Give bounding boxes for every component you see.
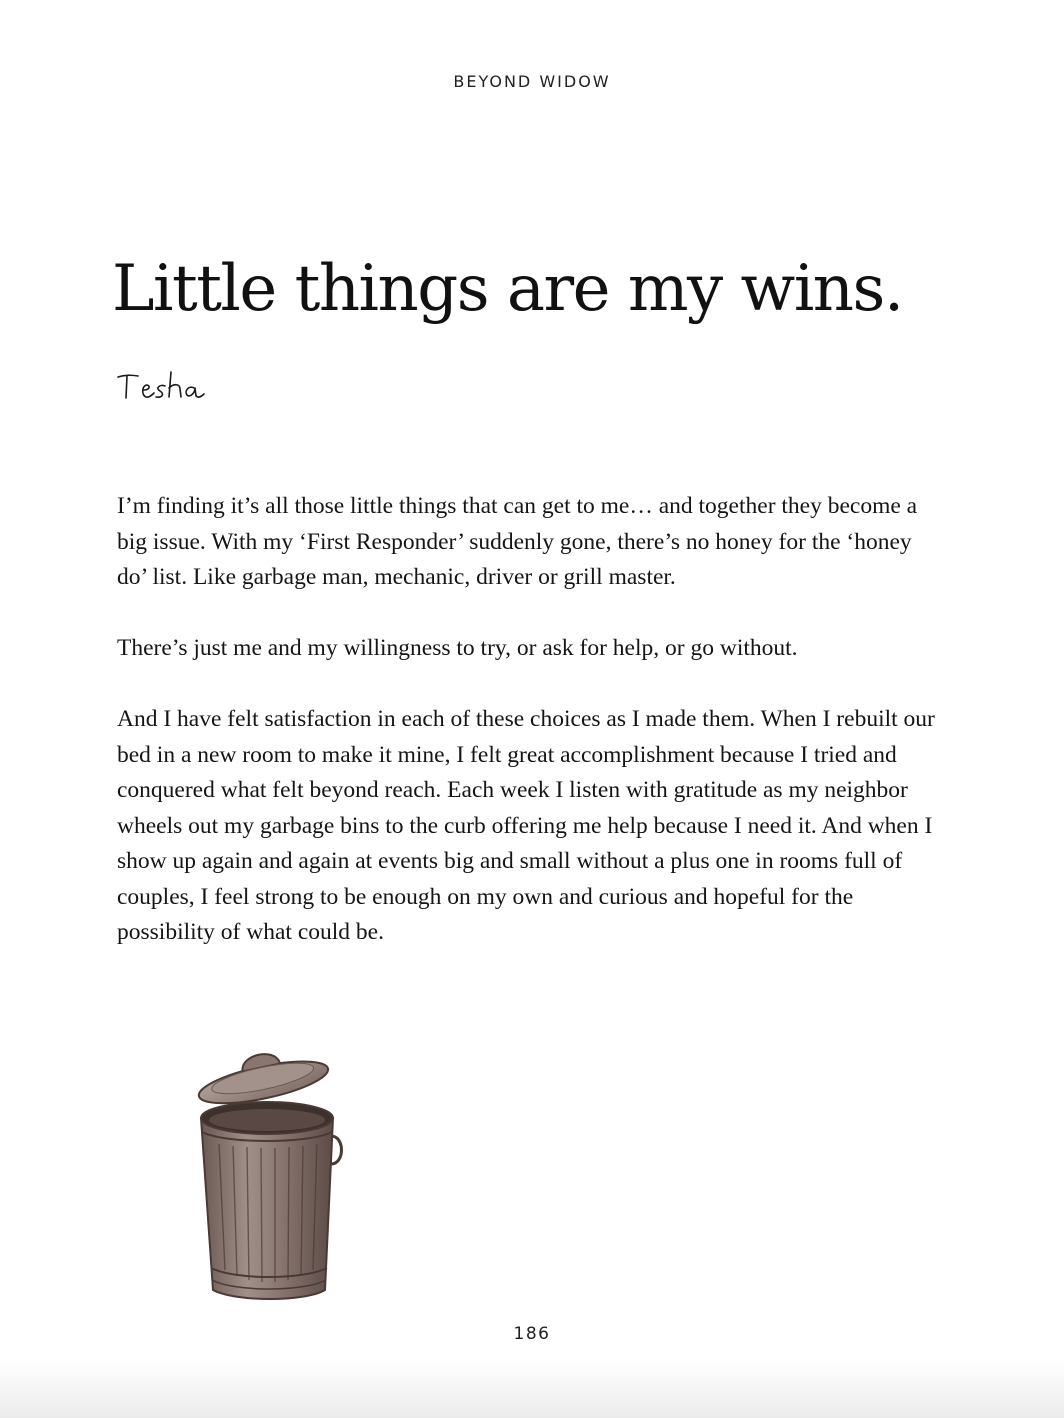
paragraph: And I have felt satisfaction in each of these choices as I made them. When I rebuilt our bed in a new room to make it mine, I felt great accomplishment because I tried and conquered what felt beyond reach. Each week I listen with gratitude as my neighbor wheels out my garbage bins to the curb offering me help because I need it. And when I show up again and again at events big and small without a plus one in rooms full of couples, I feel strong to be enough on my own and curious and hopeful for the possibility of what could be. [117,706,935,945]
article-title: Little things are my wins. [112,252,903,326]
page-bottom-shadow [0,1358,1064,1418]
signature-text: Tesha [114,405,117,406]
page-number: 186 [513,1324,551,1344]
author-signature [114,366,210,406]
article-body [117,489,947,986]
garbage-can-icon [185,1040,355,1310]
running-header: BEYOND WIDOW [453,72,611,91]
paragraph: I’m finding it’s all those little things that can get to me… and together they become a big issue. With my ‘First Responder’ suddenly gone, there’s no honey for the ‘honey do’ list. Like garbage man, mechanic, driver or grill master. [117,493,918,590]
paragraph: There’s just me and my willingness to try, or ask for help, or go without. [117,635,798,661]
